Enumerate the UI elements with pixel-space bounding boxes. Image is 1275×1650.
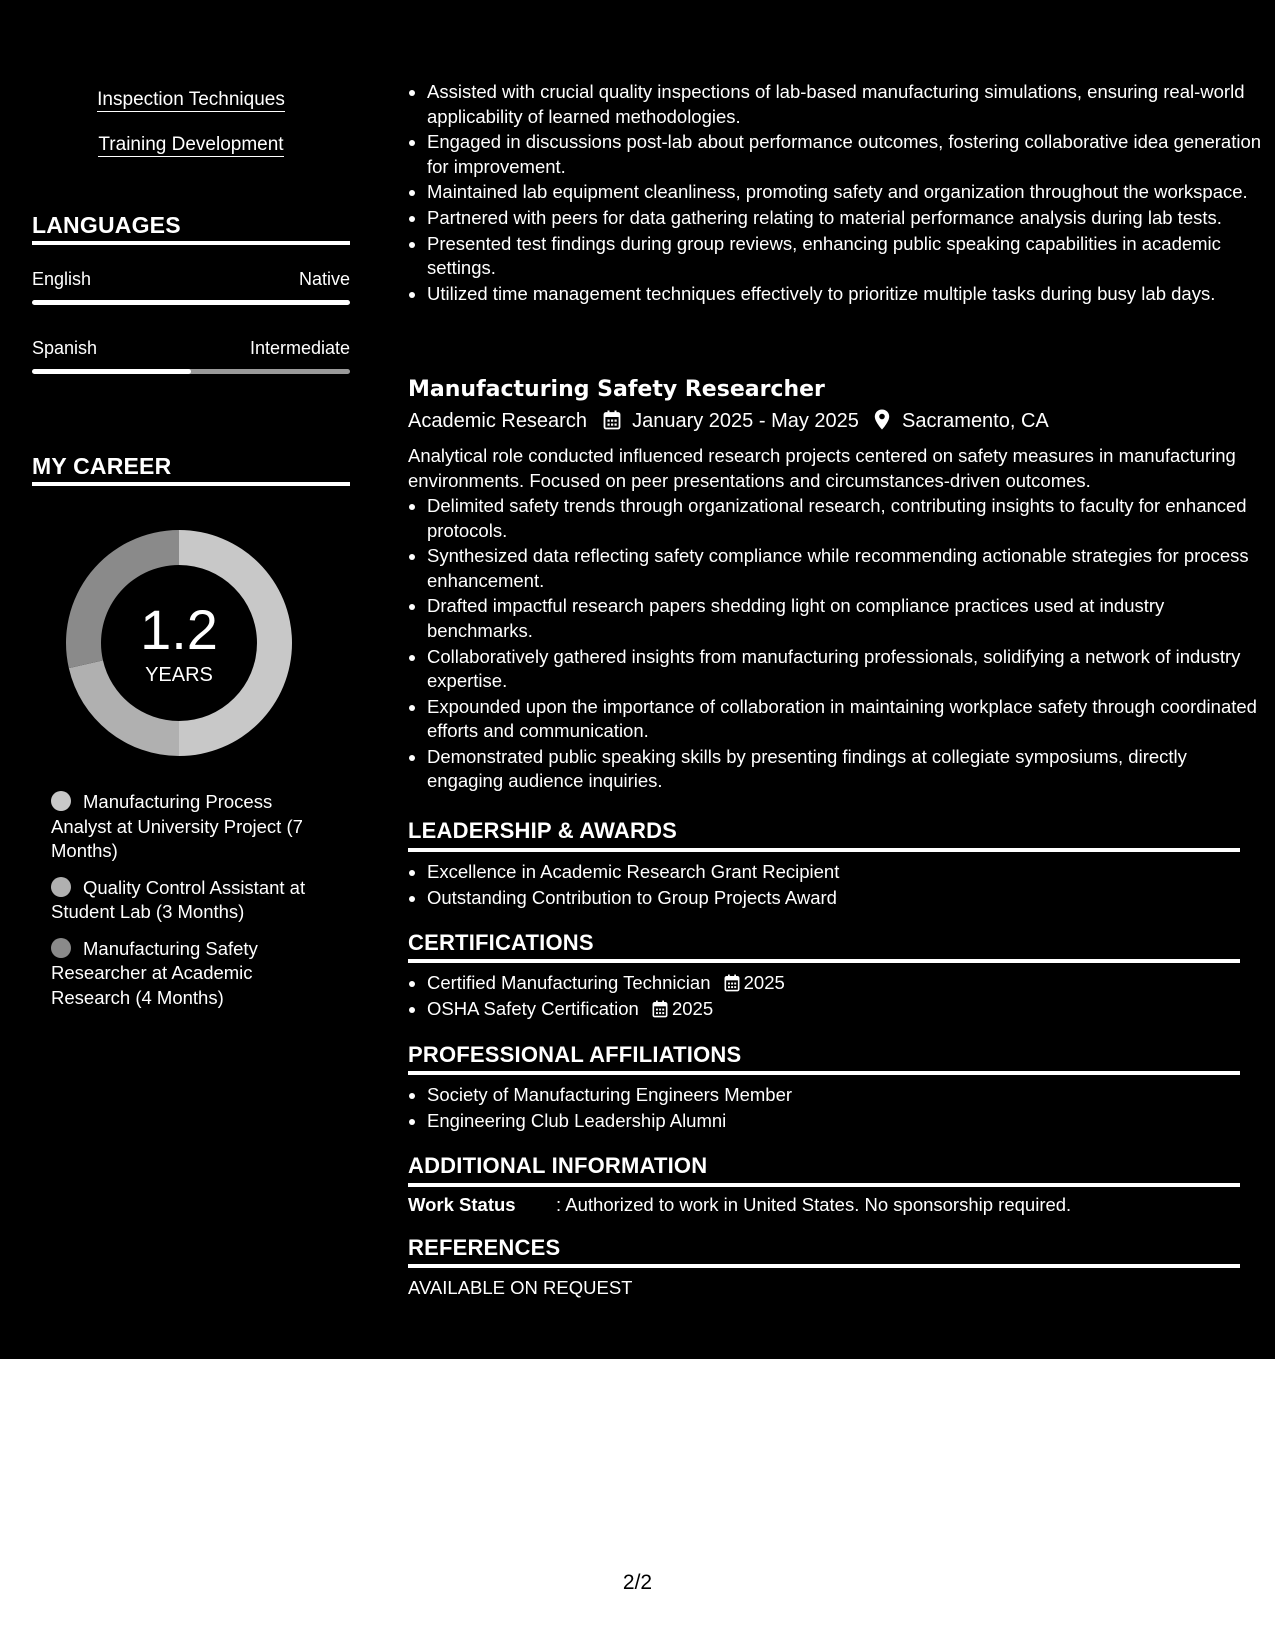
certifications-heading: CERTIFICATIONS	[408, 930, 594, 955]
sidebar	[0, 0, 382, 1359]
certifications-list	[408, 971, 1267, 1022]
language-row	[32, 335, 350, 361]
career-legend-dot	[51, 938, 71, 958]
list-item: • Synthesized data reflecting safety compliance while recommending actionable strategies for process enhancement.	[427, 544, 1267, 593]
certification-date: 2025	[652, 997, 713, 1022]
career-total-value: 1.2	[140, 598, 218, 661]
language-row	[32, 266, 350, 292]
calendar-icon	[603, 410, 621, 437]
skill-item: Inspection Techniques	[97, 89, 285, 110]
job-title: Manufacturing Safety Researcher	[408, 377, 825, 402]
languages-heading: LANGUAGES	[32, 212, 181, 238]
section-divider	[408, 1183, 1240, 1187]
career-legend-dot	[51, 877, 71, 897]
career-heading: MY CAREER	[32, 453, 172, 479]
list-item	[427, 971, 1267, 996]
list-item: • Partnered with peers for data gathering relating to material performance analysis during lab tests.	[427, 206, 1267, 231]
list-item: • Drafted impactful research papers shedding light on compliance practices used at industry benchmarks.	[427, 594, 1267, 643]
career-total-unit: YEARS	[145, 664, 213, 686]
additional-info-heading: ADDITIONAL INFORMATION	[408, 1153, 708, 1178]
job-bullets	[408, 494, 1267, 795]
list-item: • Society of Manufacturing Engineers Member	[427, 1083, 1267, 1108]
affiliations-heading: PROFESSIONAL AFFILIATIONS	[408, 1042, 742, 1067]
list-item: • Expounded upon the importance of collaboration in maintaining workplace safety through coordinated efforts and communication.	[427, 695, 1267, 744]
language-proficiency-bar	[32, 369, 350, 374]
list-item: • Collaboratively gathered insights from manufacturing professionals, solidifying a network of industry expertise.	[427, 645, 1267, 694]
language-level: Intermediate	[249, 338, 350, 358]
list-item: • Maintained lab equipment cleanliness, promoting safety and organization throughout the workspace.	[427, 180, 1267, 205]
work-status-value: : Authorized to work in United States. No sponsorship required.	[556, 1194, 1072, 1215]
language-name: English	[32, 269, 92, 289]
list-item	[427, 997, 1267, 1022]
career-legend-dot	[51, 791, 71, 811]
references-heading: REFERENCES	[408, 1235, 561, 1260]
calendar-icon	[652, 1000, 668, 1018]
leadership-list	[408, 860, 1267, 911]
list-item: • Engineering Club Leadership Alumni	[427, 1109, 1267, 1134]
certification-date: 2025	[724, 971, 785, 996]
list-item: • Delimited safety trends through organizational research, contributing insights to faculty for enhanced protocols.	[427, 494, 1267, 543]
list-item: • Presented test findings during group reviews, enhancing public speaking capabilities in academic settings.	[427, 232, 1267, 281]
leadership-heading: LEADERSHIP & AWARDS	[408, 818, 678, 843]
certification-name: Certified Manufacturing Technician	[427, 972, 711, 993]
skill-item: Training Development	[98, 134, 284, 155]
job-meta	[408, 408, 1049, 437]
section-divider	[408, 1264, 1240, 1268]
section-divider	[408, 1071, 1240, 1075]
calendar-icon	[724, 974, 740, 992]
language-proficiency-bar	[32, 300, 350, 305]
list-item: • Outstanding Contribution to Group Projects Award	[427, 886, 1267, 911]
section-divider	[32, 482, 350, 486]
section-divider	[32, 241, 350, 245]
job-location: Sacramento, CA	[902, 410, 1049, 432]
certification-name: OSHA Safety Certification	[427, 997, 639, 1019]
page-number: 2/2	[622, 1571, 653, 1594]
work-status-label: Work Status	[408, 1194, 516, 1215]
list-item: • Engaged in discussions post-lab about performance outcomes, fostering collaborative idea generation for improvement.	[427, 130, 1267, 179]
job-dates: January 2025 - May 2025	[632, 410, 859, 432]
section-divider	[408, 848, 1240, 852]
list-item: • Assisted with crucial quality inspections of lab-based manufacturing simulations, ensuring real-world applicability of learned methodologies.	[427, 80, 1267, 129]
experience-bullets	[408, 80, 1267, 308]
language-proficiency-fill	[32, 369, 191, 374]
career-item: Manufacturing Process Analyst at University Project (7 Months)	[51, 791, 303, 861]
job-company: Academic Research	[408, 410, 587, 432]
language-level: Native	[298, 269, 350, 289]
list-item: • Utilized time management techniques effectively to prioritize multiple tasks during busy lab days.	[427, 282, 1267, 307]
section-divider	[408, 959, 1240, 963]
map-pin-icon	[874, 409, 890, 437]
list-item: • Excellence in Academic Research Grant Recipient	[427, 860, 1267, 885]
affiliations-list	[408, 1083, 1267, 1134]
language-name: Spanish	[32, 338, 98, 358]
references-text: AVAILABLE ON REQUEST	[408, 1277, 633, 1298]
career-list	[51, 790, 323, 1022]
list-item: • Demonstrated public speaking skills by presenting findings at collegiate symposiums, directly engaging audience inquiries.	[427, 745, 1267, 794]
job-summary: Analytical role conducted influenced research projects centered on safety measures in manufacturing environments. Focused on peer presentations and circumstances-driven outcomes.	[408, 445, 1236, 491]
career-item: Quality Control Assistant at Student Lab (3 Months)	[51, 876, 306, 922]
career-item: Manufacturing Safety Researcher at Academic Research (4 Months)	[51, 937, 258, 1008]
language-proficiency-fill	[32, 300, 350, 305]
